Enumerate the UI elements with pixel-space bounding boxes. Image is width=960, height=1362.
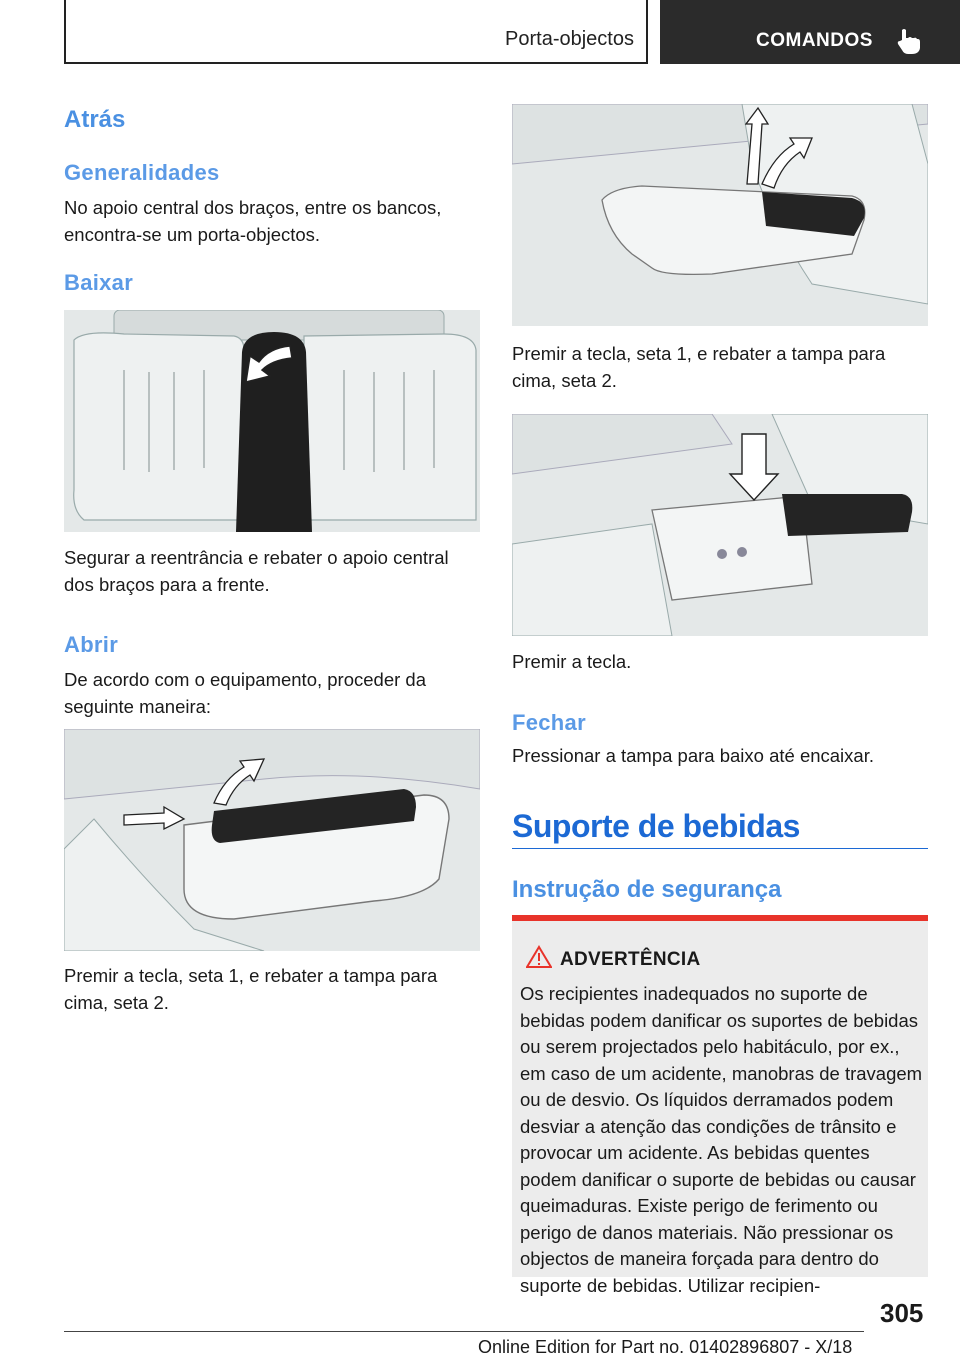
header-section-title: Porta-objectos [505, 28, 634, 50]
footer-rule [64, 1331, 864, 1332]
heading-generalidades: Generalidades [64, 160, 220, 185]
warning-box [512, 915, 928, 1296]
header-chapter-title: COMANDOS [756, 30, 873, 51]
section-rule [512, 848, 928, 849]
text-fig3: Premir a tecla, seta 1, e rebater a tampa para cima, seta 2. [64, 965, 438, 1013]
heading-suporte-bebidas: Suporte de bebidas [512, 808, 800, 844]
warning-text: Os recipientes inadequados no suporte de bebidas podem danificar os suportes de bebidas ou serem projectados pelo habitáculo, por ex., em caso de um acidente, manobras de travagem ou de desvio. Os líquidos derramados podem desviar a atenção das condições de trânsito e provocar um acidente. As bebidas quentes podem danificar o suporte de bebidas ou causar queimaduras. Existe perigo de ferimento ou perigo de danos materiais. Não pressionar os objectos de maneira forçada para dentro do suporte de bebidas. Utilizar recipien- [520, 983, 923, 1296]
heading-baixar: Baixar [64, 270, 134, 295]
text-fechar: Pressionar a tampa para baixo até encaixar. [512, 745, 874, 766]
footer-edition: Online Edition for Part no. 01402896807 - X/18 [478, 1337, 853, 1357]
text-generalidades: No apoio central dos braços, entre os bancos, encontra-se um porta-objectos. [64, 197, 442, 245]
warning-title: ADVERTÊNCIA [560, 949, 701, 970]
figure-armrest-lower [64, 310, 480, 532]
heading-atras: Atrás [64, 106, 126, 133]
heading-instrucao-seguranca: Instrução de segurança [512, 876, 782, 903]
figure-armrest-open-left [64, 729, 480, 951]
page-number: 305 [880, 1298, 924, 1328]
header-chapter-box [660, 0, 960, 64]
figure-armrest-open-right [512, 104, 928, 326]
figure-armrest-button [512, 414, 928, 636]
heading-abrir: Abrir [64, 632, 119, 657]
hand-pointer-icon [894, 26, 924, 56]
heading-fechar: Fechar [512, 710, 586, 735]
text-abrir: De acordo com o equipamento, proceder da seguinte maneira: [64, 669, 426, 717]
header-section-box [64, 0, 648, 64]
text-fig5: Premir a tecla. [512, 651, 632, 672]
text-fig4: Premir a tecla, seta 1, e rebater a tampa para cima, seta 2. [512, 343, 886, 391]
text-baixar: Segurar a reentrância e rebater o apoio central dos braços para a frente. [64, 547, 449, 595]
warning-triangle-icon [526, 945, 552, 969]
